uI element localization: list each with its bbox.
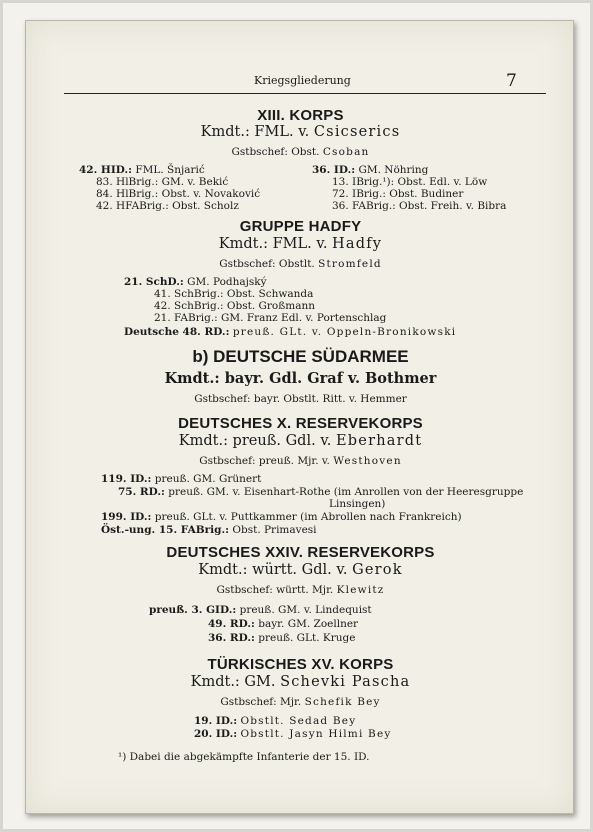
division-line: 21. SchD.: GM. Podhajský bbox=[124, 276, 267, 288]
commander-line: Kmdt.: GM. Schevki Pascha bbox=[190, 674, 411, 690]
section-title-xxiv-reservekorps: DEUTSCHES XXIV. RESERVEKORPS bbox=[166, 544, 435, 561]
chief-of-staff-line: Gstbschef: preuß. Mjr. v. Westhoven bbox=[199, 455, 402, 467]
brigade-line: 42. SchBrig.: Obst. Großmann bbox=[154, 300, 316, 312]
section-title-gruppe-hadfy: GRUPPE HADFY bbox=[239, 218, 362, 235]
commander-line: Kmdt.: preuß. Gdl. v. Eberhardt bbox=[178, 433, 423, 449]
brigade-line: 13. IBrig.¹): Obst. Edl. v. Löw bbox=[332, 176, 488, 188]
chief-of-staff-line: Gstbschef: württ. Mjr. Klewitz bbox=[216, 584, 385, 596]
commander-line: Kmdt.: FML. v. Csicserics bbox=[200, 124, 401, 140]
chief-of-staff-line: Gstbschef: Mjr. Schefik Bey bbox=[220, 696, 381, 708]
division-line: 199. ID.: preuß. GLt. v. Puttkammer (im Abrollen nach Frankreich) bbox=[101, 511, 462, 523]
brigade-line: 36. FABrig.: Obst. Freih. v. Bibra bbox=[332, 200, 507, 212]
brigade-line: Öst.-ung. 15. FABrig.: Obst. Primavesi bbox=[101, 524, 317, 536]
division-line: 42. HID.: FML. Šnjarić bbox=[79, 164, 205, 176]
division-line: 36. RD.: preuß. GLt. Kruge bbox=[208, 632, 356, 644]
chief-of-staff-line: Gstbschef: Obst. Csoban bbox=[231, 146, 370, 158]
header-rule bbox=[64, 93, 546, 94]
section-title-tuerkisches-xv-korps: TÜRKISCHES XV. KORPS bbox=[207, 656, 394, 673]
page-number: 7 bbox=[506, 71, 517, 91]
section-title-xiii-korps: XIII. KORPS bbox=[257, 107, 344, 124]
brigade-line: 21. FABrig.: GM. Franz Edl. v. Portenschlag bbox=[154, 312, 387, 324]
section-title-deutsche-suedarmee: b) DEUTSCHE SÜDARMEE bbox=[192, 347, 409, 366]
commander-line: Kmdt.: bayr. Gdl. Graf v. Bothmer bbox=[164, 370, 437, 387]
division-line: 36. ID.: GM. Nöhring bbox=[312, 164, 429, 176]
continuation-line: Linsingen) bbox=[329, 498, 386, 510]
document-page bbox=[25, 20, 574, 814]
commander-line: Kmdt.: württ. Gdl. v. Gerok bbox=[198, 562, 403, 578]
division-line: 19. ID.: Obstlt. Sedad Bey bbox=[194, 715, 357, 727]
division-line: preuß. 3. GID.: preuß. GM. v. Lindequist bbox=[149, 604, 372, 616]
chief-of-staff-line: Gstbschef: bayr. Obstlt. Ritt. v. Hemmer bbox=[194, 393, 407, 405]
brigade-line: 42. HFABrig.: Obst. Scholz bbox=[96, 200, 239, 212]
division-line: 119. ID.: preuß. GM. Grünert bbox=[101, 473, 262, 485]
division-line: 49. RD.: bayr. GM. Zoellner bbox=[208, 618, 359, 630]
division-line: 75. RD.: preuß. GM. v. Eisenhart-Rothe (im Anrollen von der Heeresgruppe bbox=[118, 486, 524, 498]
division-line: Deutsche 48. RD.: preuß. GLt. v. Oppeln-Bronikowski bbox=[124, 326, 457, 338]
brigade-line: 83. HlBrig.: GM. v. Bekić bbox=[96, 176, 229, 188]
division-line: 20. ID.: Obstlt. Jasyn Hilmi Bey bbox=[194, 728, 392, 740]
commander-line: Kmdt.: FML. v. Hadfy bbox=[218, 236, 383, 252]
footnote: ¹) Dabei die abgekämpfte Infanterie der 15. ID. bbox=[118, 751, 370, 763]
running-header: Kriegsgliederung bbox=[254, 74, 351, 87]
brigade-line: 84. HlBrig.: Obst. v. Novaković bbox=[96, 188, 261, 200]
brigade-line: 41. SchBrig.: Obst. Schwanda bbox=[154, 288, 314, 300]
section-title-x-reservekorps: DEUTSCHES X. RESERVEKORPS bbox=[178, 415, 423, 432]
brigade-line: 72. IBrig.: Obst. Budiner bbox=[332, 188, 464, 200]
chief-of-staff-line: Gstbschef: Obstlt. Stromfeld bbox=[219, 258, 382, 270]
